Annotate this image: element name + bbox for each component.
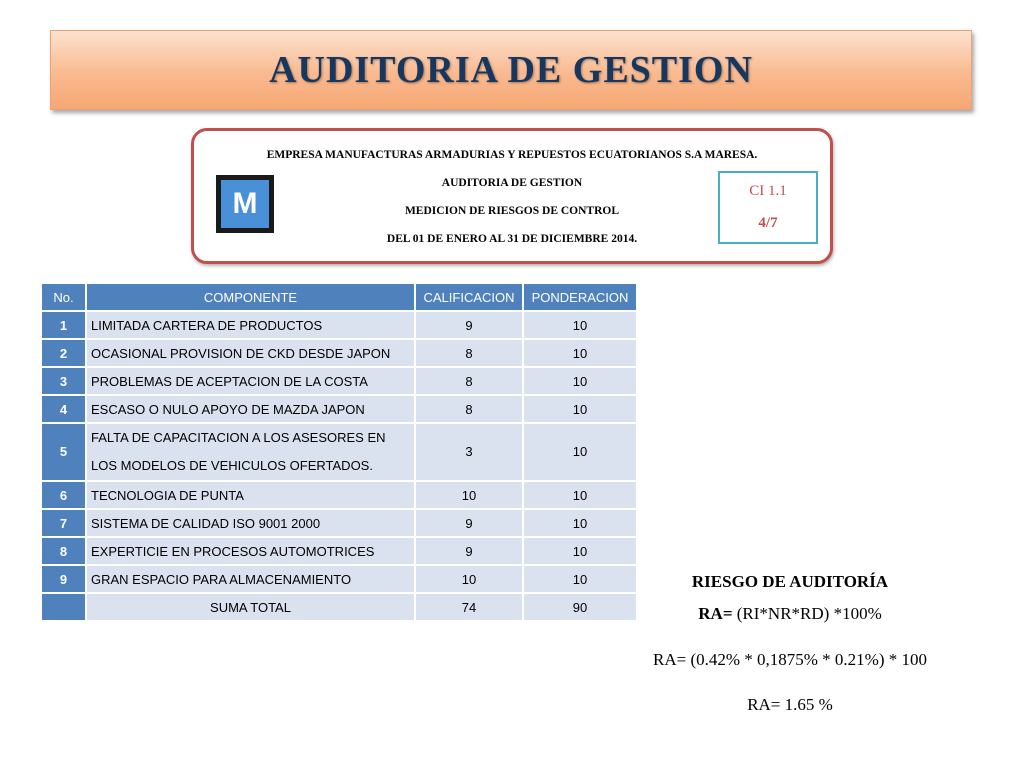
audit-subtitle: AUDITORIA DE GESTION (441, 177, 583, 189)
row-weight: 10 (524, 368, 636, 394)
components-table (40, 282, 638, 622)
table-header-row (42, 284, 636, 310)
row-number: 2 (42, 340, 85, 366)
header-score: CALIFICACION (416, 284, 522, 310)
header-component: COMPONENTE (87, 284, 414, 310)
row-component: TECNOLOGIA DE PUNTA (87, 482, 414, 508)
row-number: 9 (42, 566, 85, 592)
row-score: 9 (416, 312, 522, 338)
row-weight: 10 (524, 396, 636, 422)
table-row (42, 510, 636, 536)
risk-formula (640, 604, 940, 624)
total-number (42, 594, 85, 620)
row-score: 3 (416, 424, 522, 480)
row-score: 9 (416, 538, 522, 564)
company-name: EMPRESA MANUFACTURAS ARMADURIAS Y REPUESTOS ECUATORIANOS S.A MARESA. (266, 149, 758, 161)
row-score: 9 (416, 510, 522, 536)
table-row (42, 340, 636, 366)
row-number: 6 (42, 482, 85, 508)
logo-m-icon: M (221, 180, 269, 228)
risk-formula-expression: (RI*NR*RD) *100% (736, 604, 882, 623)
table-row (42, 368, 636, 394)
row-component: ESCASO O NULO APOYO DE MAZDA JAPON (87, 396, 414, 422)
reference-code: CI 1.1 (749, 183, 787, 199)
row-number: 3 (42, 368, 85, 394)
total-label: SUMA TOTAL (87, 594, 414, 620)
row-number: 8 (42, 538, 85, 564)
row-number: 1 (42, 312, 85, 338)
risk-calculation: RA= (0.42% * 0,1875% * 0.21%) * 100 (652, 650, 927, 669)
row-component: PROBLEMAS DE ACEPTACION DE LA COSTA (87, 368, 414, 394)
period-text: DEL 01 DE ENERO AL 31 DE DICIEMBRE 2014. (386, 233, 638, 245)
row-component: EXPERTICIE EN PROCESOS AUTOMOTRICES (87, 538, 414, 564)
total-weight: 90 (524, 594, 636, 620)
row-weight: 10 (524, 424, 636, 480)
risk-title: RIESGO DE AUDITORÍA (691, 572, 889, 591)
risk-formula-label: RA= (698, 604, 733, 623)
row-score: 10 (416, 482, 522, 508)
row-component: GRAN ESPACIO PARA ALMACENAMIENTO (87, 566, 414, 592)
reference-code-box (718, 171, 818, 244)
row-score: 8 (416, 340, 522, 366)
row-component: SISTEMA DE CALIDAD ISO 9001 2000 (87, 510, 414, 536)
table-row (42, 424, 636, 480)
row-weight: 10 (524, 312, 636, 338)
row-component: OCASIONAL PROVISION DE CKD DESDE JAPON (87, 340, 414, 366)
table-row (42, 482, 636, 508)
row-score: 10 (416, 566, 522, 592)
table-total-row (42, 594, 636, 620)
row-weight: 10 (524, 482, 636, 508)
row-score: 8 (416, 368, 522, 394)
title-banner (50, 30, 972, 110)
row-weight: 10 (524, 538, 636, 564)
company-info-box (191, 128, 833, 264)
table-row (42, 396, 636, 422)
page-number: 4/7 (758, 215, 778, 231)
header-weight: PONDERACION (524, 284, 636, 310)
page-title: AUDITORIA DE GESTION (269, 49, 753, 91)
row-number: 5 (42, 424, 85, 480)
table-row (42, 566, 636, 592)
row-weight: 10 (524, 340, 636, 366)
row-component: LIMITADA CARTERA DE PRODUCTOS (87, 312, 414, 338)
table-row (42, 312, 636, 338)
row-number: 7 (42, 510, 85, 536)
company-logo (216, 175, 274, 233)
total-score: 74 (416, 594, 522, 620)
row-weight: 10 (524, 566, 636, 592)
header-no: No. (42, 284, 85, 310)
row-score: 8 (416, 396, 522, 422)
row-weight: 10 (524, 510, 636, 536)
row-component: FALTA DE CAPACITACION A LOS ASESORES EN LOS MODELOS DE VEHICULOS OFERTADOS. (87, 424, 414, 480)
row-number: 4 (42, 396, 85, 422)
risk-result: RA= 1.65 % (747, 695, 833, 714)
table-row (42, 538, 636, 564)
measure-subtitle: MEDICION DE RIESGOS DE CONTROL (404, 205, 620, 217)
